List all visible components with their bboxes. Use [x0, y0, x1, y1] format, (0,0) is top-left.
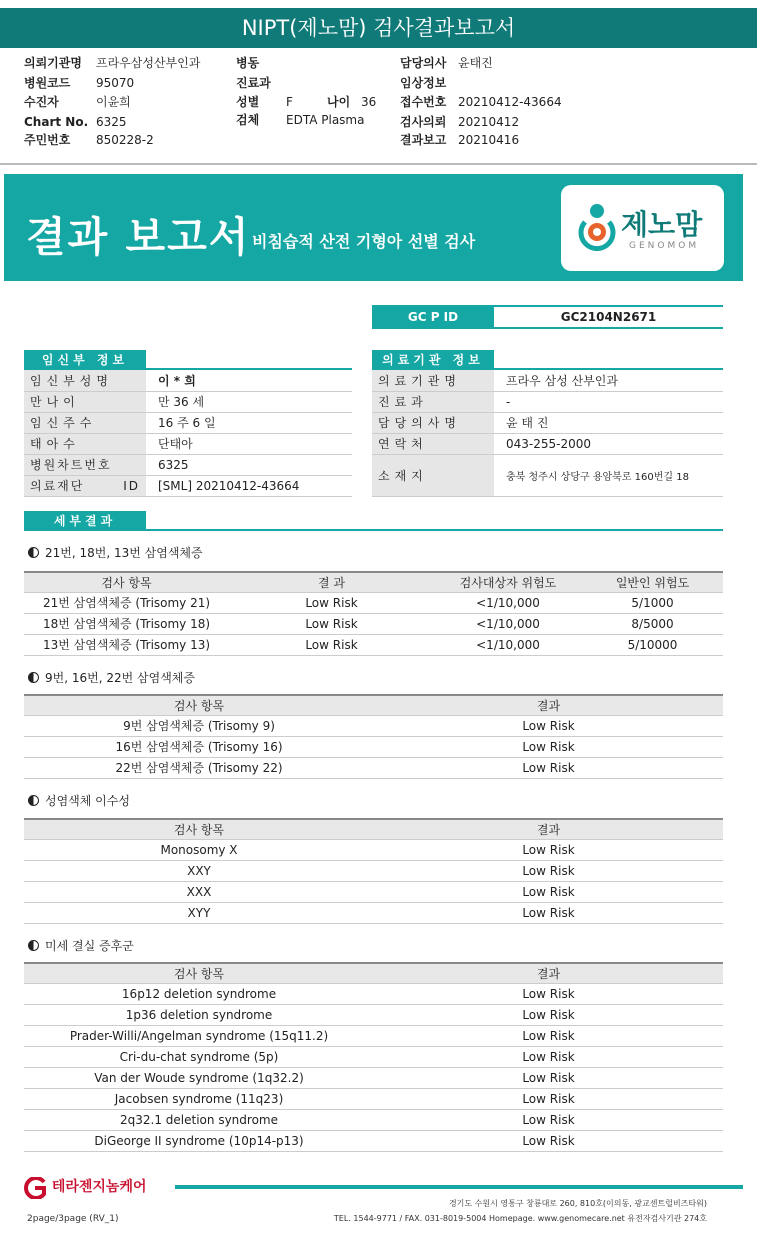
- genomom-logo: [561, 185, 724, 271]
- result-banner: [4, 174, 743, 281]
- half-circle-icon: [28, 940, 39, 951]
- table-row: Van der Woude syndrome (1q32.2) Low Risk: [24, 1067, 723, 1088]
- report-title: NIPT(제노맘) 검사결과보고서: [0, 8, 757, 48]
- info-row: 의료기관명 프라우 삼성 산부인과: [372, 370, 723, 391]
- header-field: 진료과: [236, 76, 271, 90]
- header-field: 주민번호 850228-2: [24, 133, 154, 147]
- report-title-bar: [0, 0, 757, 48]
- table-row: XXY Low Risk: [24, 860, 723, 881]
- logo-name-en: GENOMOM: [629, 241, 700, 251]
- header-field: 병원코드 95070: [24, 76, 135, 90]
- patient-section-title: 임신부 정보: [24, 350, 146, 370]
- group-title: 9번, 16번, 22번 삼염색체증: [28, 669, 195, 686]
- table-row: 13번 삼염색체증 (Trisomy 13) Low Risk <1/10,000 5/10000: [24, 634, 723, 655]
- header-field: Chart No. 6325: [24, 115, 127, 129]
- table-row: DiGeorge II syndrome (10p14-p13) Low Risk: [24, 1130, 723, 1151]
- info-row: 진료과 -: [372, 391, 723, 412]
- results-table-trisomy-9-16-22: 검사 항목 결과 9번 삼염색체증 (Trisomy 9) Low Risk 16번 삼염색체증 (Trisomy 16) Low Risk 22번 삼염색체증 (Trisomy 22) Low Risk: [24, 694, 723, 779]
- results-table-trisomy-21-18-13: 검사 항목 결 과 검사대상자 위험도 일반인 위험도 21번 삼염색체증 (Trisomy 21) Low Risk <1/10,000 5/1000 18번 삼염색체증 (Trisomy 18) Low Risk <1/10,000 8/5000 13번 삼염색체증 (Trisomy 13) Low Risk <1/10,000 5/10000: [24, 571, 723, 656]
- table-row: 21번 삼염색체증 (Trisomy 21) Low Risk <1/10,000 5/1000: [24, 592, 723, 613]
- banner-subtitle: 비침습적 산전 기형아 선별 검사: [252, 232, 476, 251]
- footer-address: 경기도 수원시 영통구 창룡대로 260, 810호(이의동, 광교센트럴비즈타워): [448, 1199, 707, 1208]
- results-table-sex-chromosome: 검사 항목 결과 Monosomy X Low Risk XXY Low Risk XXX Low Risk XYY Low Risk: [24, 818, 723, 924]
- header-field: 성별 F: [236, 95, 293, 109]
- footer-divider: [175, 1185, 743, 1189]
- info-row: 태아수 단태아: [24, 433, 352, 454]
- info-row: 담당의사명 윤 태 진: [372, 412, 723, 433]
- table-row: 22번 삼염색체증 (Trisomy 22) Low Risk: [24, 757, 723, 778]
- company-name: 테라젠지놈케어: [51, 1179, 147, 1195]
- detail-section-title: 세부결과: [24, 511, 146, 531]
- table-row: Monosomy X Low Risk: [24, 839, 723, 860]
- table-row: 18번 삼염색체증 (Trisomy 18) Low Risk <1/10,000 8/5000: [24, 613, 723, 634]
- patient-info-table: [24, 370, 352, 497]
- table-row: Prader-Willi/Angelman syndrome (15q11.2) Low Risk: [24, 1025, 723, 1046]
- group-title: 미세 결실 증후군: [28, 937, 134, 954]
- terragen-logo: [20, 1176, 147, 1199]
- half-circle-icon: [28, 795, 39, 806]
- table-row: 16번 삼염색체증 (Trisomy 16) Low Risk: [24, 736, 723, 757]
- genomom-logo-icon: [575, 202, 619, 252]
- header-field: 병동: [236, 56, 260, 70]
- info-row: 만나이 만 36 세: [24, 391, 352, 412]
- table-row: Cri-du-chat syndrome (5p) Low Risk: [24, 1046, 723, 1067]
- info-row: 임신부성명 이 * 희: [24, 370, 352, 391]
- header-field: 접수번호 20210412-43664: [400, 95, 562, 109]
- table-row: Jacobsen syndrome (11q23) Low Risk: [24, 1088, 723, 1109]
- info-row: 연락처 043-255-2000: [372, 433, 723, 454]
- header-field-age: 나이 36: [327, 95, 377, 109]
- terragen-logo-icon: [20, 1177, 48, 1199]
- header-field: 임상정보: [400, 76, 447, 90]
- table-row: XXX Low Risk: [24, 881, 723, 902]
- table-row: 9번 삼염색체증 (Trisomy 9) Low Risk: [24, 715, 723, 736]
- header-field: 검사의뢰 20210412: [400, 115, 520, 129]
- header-field: 수진자 이윤희: [24, 95, 131, 109]
- hospital-info-table: [372, 370, 723, 497]
- header-info: [0, 48, 757, 165]
- group-title: 21번, 18번, 13번 삼염색체증: [28, 544, 203, 561]
- header-field: 의뢰기관명 프라우삼성산부인과: [24, 56, 201, 70]
- hospital-section-title: 의료기관 정보: [372, 350, 494, 370]
- half-circle-icon: [28, 672, 39, 683]
- info-row: 소재지 충북 청주시 상당구 용암북로 160번길 18: [372, 454, 723, 496]
- info-row: 병원차트번호 6325: [24, 454, 352, 475]
- header-field: 검체 EDTA Plasma: [236, 113, 365, 127]
- section-divider: [24, 529, 723, 531]
- gcp-id-value: GC2104N2671: [560, 310, 657, 324]
- half-circle-icon: [28, 547, 39, 558]
- gcp-id-box: [372, 305, 723, 329]
- banner-title: 결과 보고서: [26, 213, 251, 261]
- table-row: XYY Low Risk: [24, 902, 723, 923]
- gcp-id-label: GC P ID: [372, 307, 494, 327]
- group-title: 성염색체 이수성: [28, 792, 130, 809]
- header-field: 담당의사 윤태진: [400, 56, 493, 70]
- header-field: 결과보고 20210416: [400, 133, 520, 147]
- table-row: 16p12 deletion syndrome Low Risk: [24, 983, 723, 1004]
- info-row: 의료재단 ID [SML] 20210412-43664: [24, 475, 352, 496]
- footer-contact: TEL. 1544-9771 / FAX. 031-8019-5004 Homepage. www.genomecare.net 유전자검사기관 274호: [333, 1214, 707, 1223]
- results-table-microdeletion: 검사 항목 결과 16p12 deletion syndrome Low Risk 1p36 deletion syndrome Low Risk Prader-Willi/Angelman syndrome (15q11.2) Low Risk Cri-du-chat syndrome (5p) Low Risk Van der Woude syndrome (1q32.2) Low Risk Jacobsen syndrome (11q23) Low Risk 2q32.1 deletion syndrome Low Risk DiGeorge II syndrome (10p14-p13) Low Risk: [24, 962, 723, 1152]
- table-row: 2q32.1 deletion syndrome Low Risk: [24, 1109, 723, 1130]
- table-row: 1p36 deletion syndrome Low Risk: [24, 1004, 723, 1025]
- logo-name-ko: 제노맘: [621, 208, 703, 241]
- page-number: 2page/3page (RV_1): [27, 1214, 119, 1224]
- info-row: 임신주수 16 주 6 일: [24, 412, 352, 433]
